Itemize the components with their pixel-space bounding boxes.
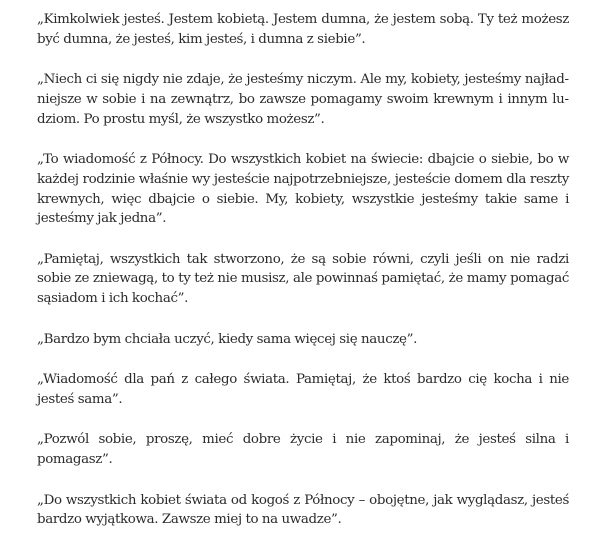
document-page (37, 10, 569, 551)
quote-paragraph: „Bardzo bym chciała uczyć, kiedy sama więcej się nauczę”. (37, 331, 418, 347)
quote-paragraph: „To wiadomość z Północy. Do wszystkich kobiet na świecie: dbajcie o siebie, bo w każdej rodzinie właśnie wy jesteście najpotrzebniejsze, jesteście domem dla reszty krewnych, więc dbajcie o siebie. My, kobiety, wszystkie jesteśmy takie same i jesteśmy jak jedna”. (37, 152, 569, 227)
quote-paragraph: „Wiadomość dla pań z całego świata. Pamiętaj, że ktoś bardzo cię kocha i nie jesteś sama”. (37, 372, 569, 407)
quote-paragraph: „Pozwól sobie, proszę, mieć dobre życie i nie zapominaj, że jesteś silna i pomagasz”. (37, 432, 569, 468)
quote-paragraph: „Pamiętaj, wszystkich tak stworzono, że są sobie równi, czyli jeśli on nie radzi sobie ze zniewagą, to ty też nie musisz, ale powinnaś pamiętać, że mamy pomagać sąsiadom i ich kochać”. (37, 251, 569, 307)
quote-paragraph: „Do wszystkich kobiet świata od kogoś z Północy – obojętne, jak wyglądasz, jesteś bardzo wyjątkowa. Zawsze miej to na uwadze”. (37, 492, 569, 528)
quote-paragraph: „Kimkolwiek jesteś. Jestem kobietą. Jestem dumna, że jestem sobą. Ty też możesz być dumna, że jesteś, kim jesteś, i dumna z siebie”. (37, 12, 569, 47)
quote-paragraph: „Niech ci się nigdy nie zdaje, że jesteśmy niczym. Ale my, kobiety, jesteśmy najładniejsze w sobie i na zewnątrz, bo zawsze pomagamy swoim krewnym i innym ludziom. Po prostu myśl, że wszystko możesz”. (37, 72, 569, 127)
